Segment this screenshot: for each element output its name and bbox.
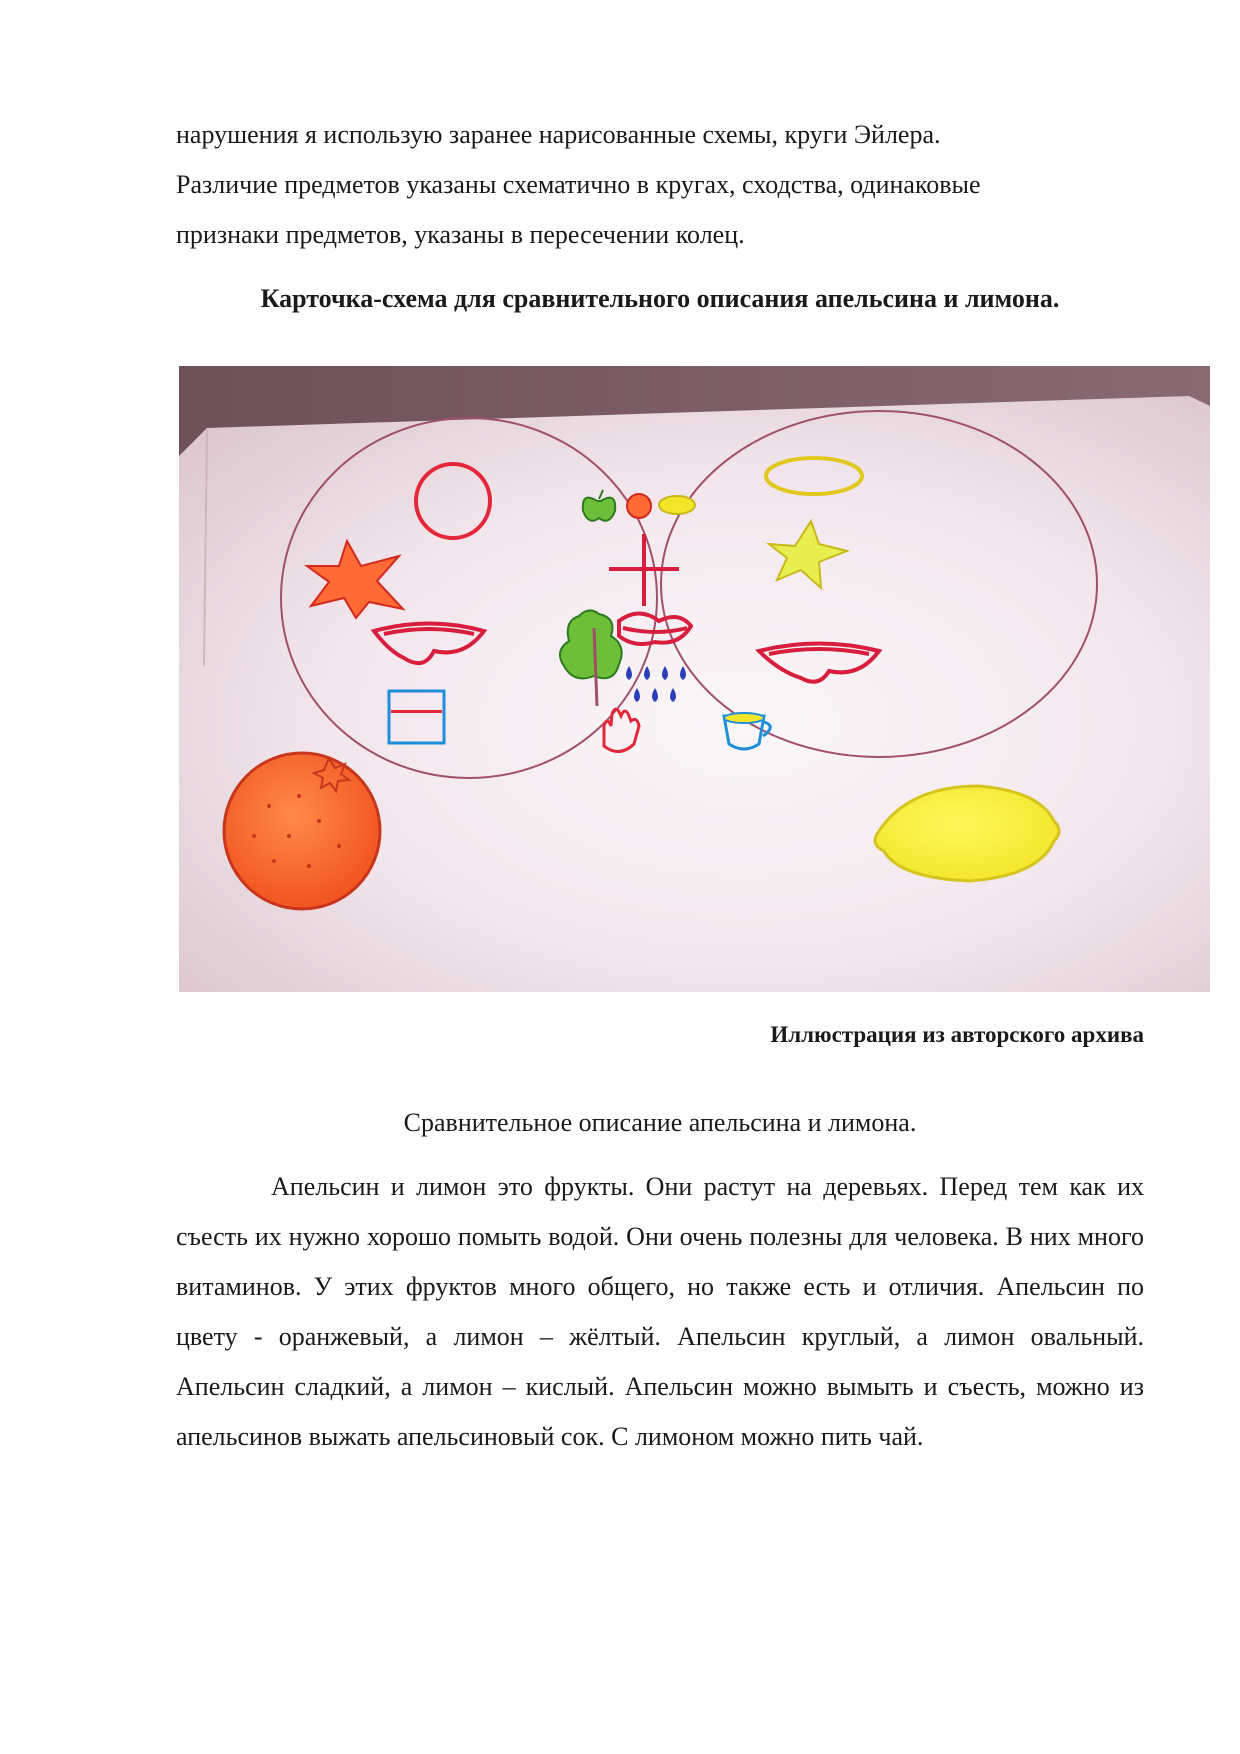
- intro-line-1: нарушения я использую заранее нарисованные схемы, круги Эйлера.: [176, 120, 941, 149]
- small-lemon-icon: [659, 496, 695, 514]
- orange-fruit-drawing: [224, 753, 380, 909]
- apple-icon: [583, 498, 615, 521]
- body-paragraph: Апельсин и лимон это фрукты. Они растут на деревьях. Перед тем как их съесть их нужно хорошо помыть водой. Они очень полезны для человека. В них много витаминов. У этих фруктов много общего, но также есть и отличия. Апельсин по цвету - оранжевый, а лимон – жёлтый. Апельсин круглый, а лимон овальный. Апельсин сладкий, а лимон – кислый. Апельсин можно вымыть и съесть, можно из апельсинов выжать апельсиновый сок. С лимоном можно пить чай.: [176, 1172, 1144, 1451]
- small-orange-icon: [627, 494, 651, 518]
- intro-line-3: признаки предметов, указаны в пересечении колец.: [176, 220, 745, 249]
- card-title: Карточка-схема для сравнительного описания апельсина и лимона.: [260, 284, 1060, 313]
- euler-diagram-photo: [179, 366, 1210, 992]
- intro-paragraph: [176, 110, 1144, 260]
- intro-line-2: Различие предметов указаны схематично в кругах, сходства, одинаковые: [176, 170, 981, 199]
- photo-caption: Иллюстрация из авторского архива: [770, 1022, 1144, 1047]
- section-subtitle: Сравнительное описание апельсина и лимона.: [403, 1108, 917, 1137]
